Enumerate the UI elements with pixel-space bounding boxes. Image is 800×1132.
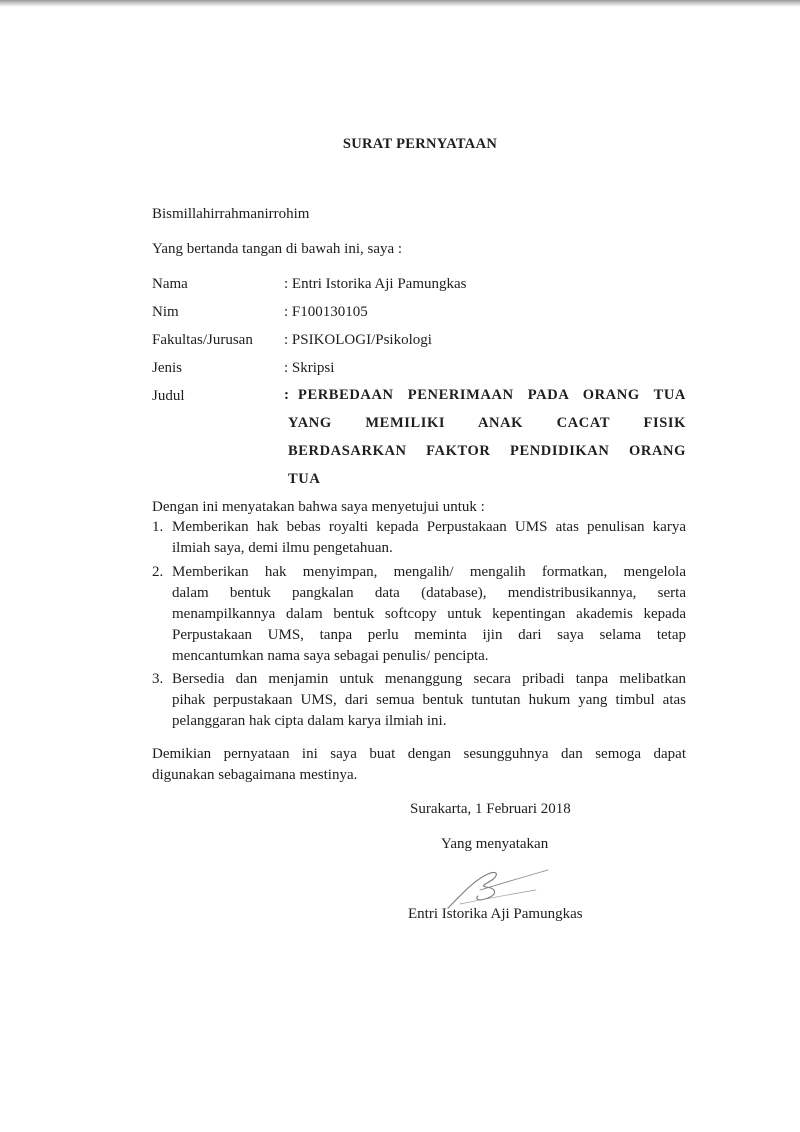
field-label-nama: Nama [152, 276, 188, 292]
field-value-judul-colon: : [284, 387, 289, 403]
item-2-line-5: mencantumkan nama saya sebagai penulis/ pencipta. [172, 648, 489, 664]
judul-line-4: TUA [288, 471, 321, 487]
item-number: 1. [152, 519, 164, 535]
judul-line-2: YANG MEMILIKI ANAK CACAT FISIK [288, 415, 686, 431]
intro-text: Yang bertanda tangan di bawah ini, saya : [152, 241, 403, 257]
field-label-judul: Judul [152, 388, 185, 404]
field-label-fakultas: Fakultas/Jurusan [152, 332, 253, 348]
judul-line-1: PERBEDAAN PENERIMAAN PADA ORANG TUA [298, 387, 686, 403]
field-value-nama: : Entri Istorika Aji Pamungkas [284, 276, 467, 292]
item-1-line-2: ilmiah saya, demi ilmu pengetahuan. [172, 540, 393, 556]
item-number: 2. [152, 564, 164, 580]
signer-label: Yang menyatakan [441, 836, 549, 852]
item-2-line-4: Perpustakaan UMS, tanpa perlu meminta ijin dari saya selama tetap [172, 627, 686, 643]
field-value-fakultas: : PSIKOLOGI/Psikologi [284, 332, 432, 348]
field-value-jenis: : Skripsi [284, 360, 335, 376]
closing-line-2: digunakan sebagaimana mestinya. [152, 767, 358, 783]
item-2-line-1: Memberikan hak menyimpan, mengalih/ mengalih formatkan, mengelola [172, 564, 686, 580]
item-3-line-2: pihak perpustakaan UMS, dari semua bentuk tuntutan hukum yang timbul atas [172, 692, 686, 708]
item-3-line-1: Bersedia dan menjamin untuk menanggung secara pribadi tanpa melibatkan [172, 671, 686, 687]
opening-text: Bismillahirrahmanirrohim [152, 206, 310, 222]
item-3-line-3: pelanggaran hak cipta dalam karya ilmiah ini. [172, 713, 447, 729]
item-2-line-3: menampilkannya dalam bentuk softcopy untuk kepentingan akademis kepada [172, 606, 686, 622]
item-2-line-2: dalam bentuk pangkalan data (database), mendistribusikannya, serta [172, 585, 686, 601]
judul-line-3: BERDASARKAN FAKTOR PENDIDIKAN ORANG [288, 443, 686, 459]
field-label-nim: Nim [152, 304, 179, 320]
item-number: 3. [152, 671, 164, 687]
closing-line-1: Demikian pernyataan ini saya buat dengan sesungguhnya dan semoga dapat [152, 746, 686, 762]
item-1-line-1: Memberikan hak bebas royalti kepada Perpustakaan UMS atas penulisan karya [172, 519, 686, 535]
scan-edge [0, 0, 800, 7]
signer-name: Entri Istorika Aji Pamungkas [408, 906, 583, 922]
place-date: Surakarta, 1 Februari 2018 [410, 801, 571, 817]
document-title: SURAT PERNYATAAN [342, 136, 498, 152]
field-label-jenis: Jenis [152, 360, 182, 376]
field-value-nim: : F100130105 [284, 304, 368, 320]
statement-intro: Dengan ini menyatakan bahwa saya menyetujui untuk : [152, 499, 485, 515]
